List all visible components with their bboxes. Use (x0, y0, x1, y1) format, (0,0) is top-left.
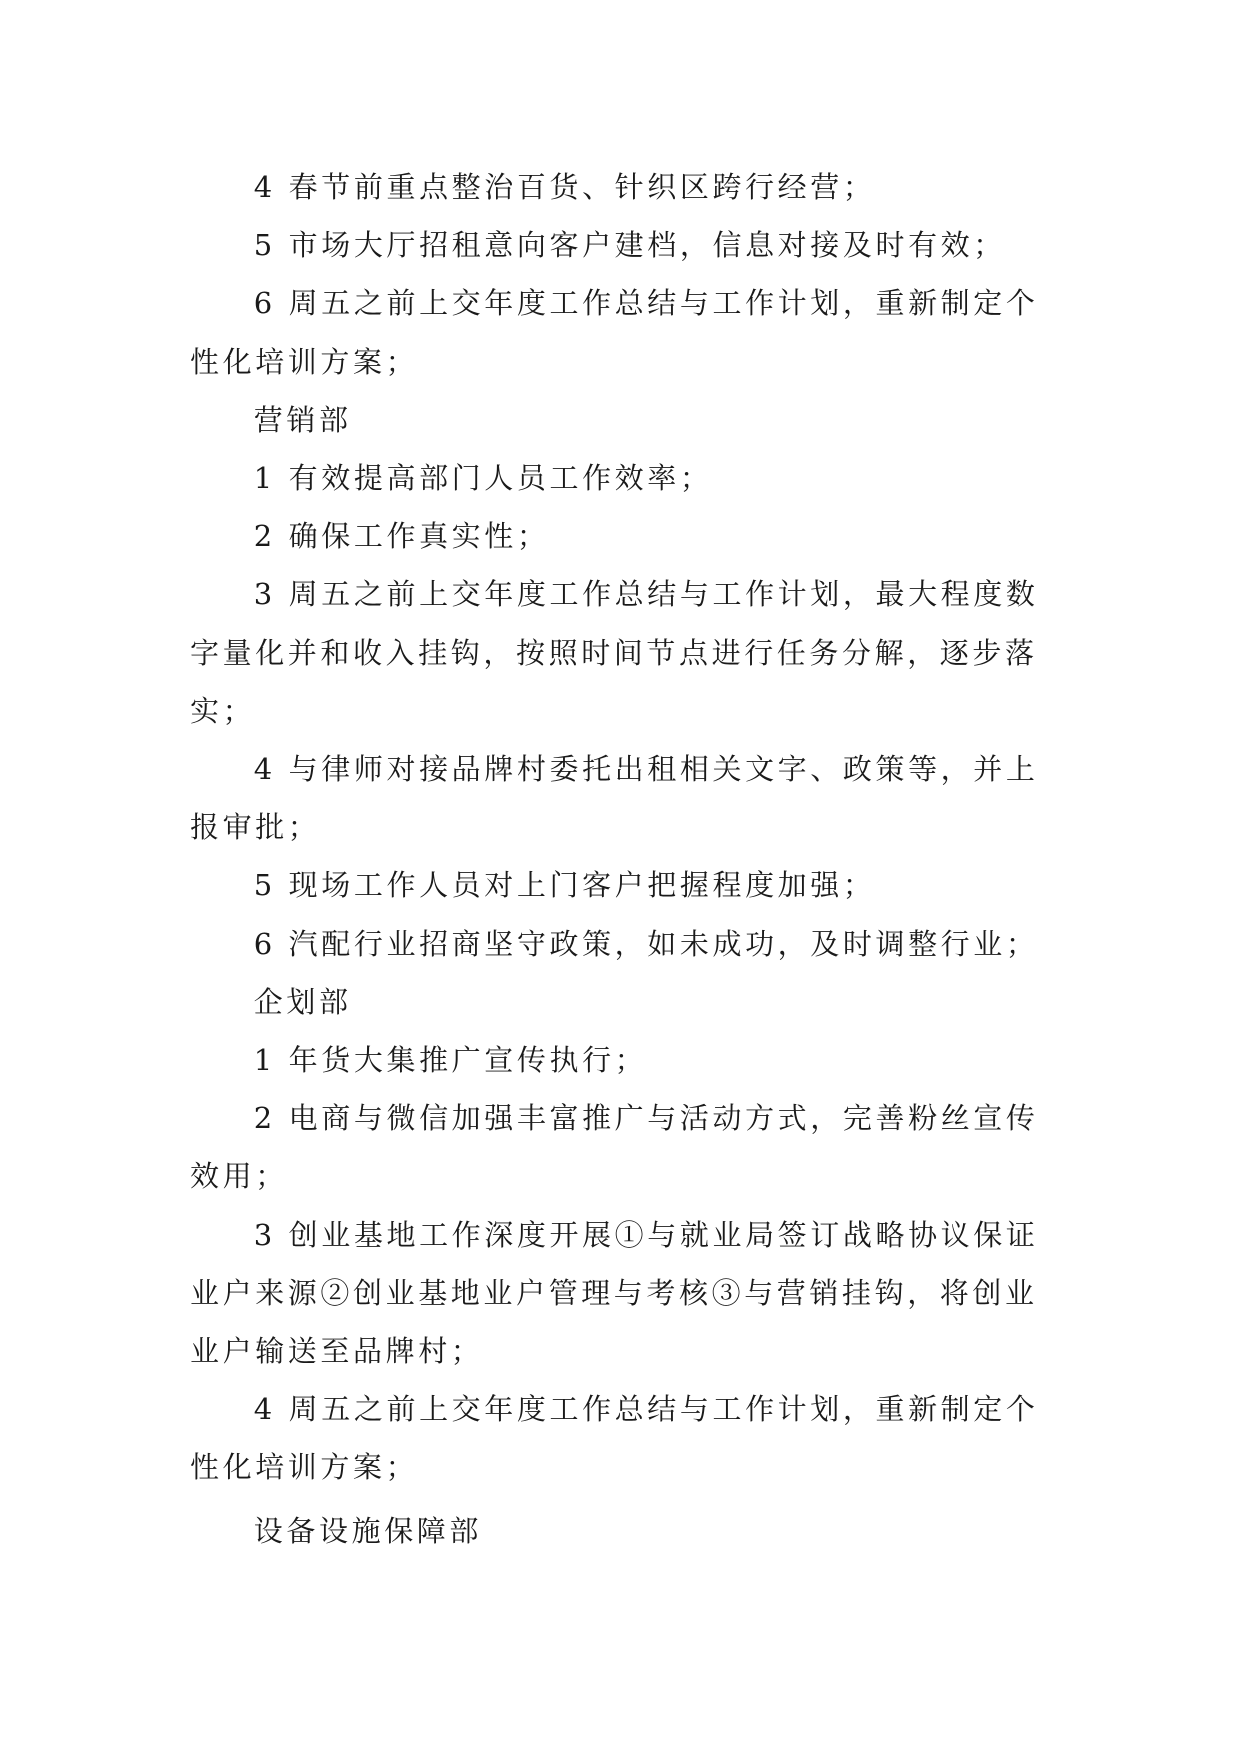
list-item: 5 现场工作人员对上门客户把握程度加强； (253, 868, 876, 903)
list-item: 2 电商与微信加强丰富推广与活动方式，完善粉丝宣传效用； (190, 1101, 1039, 1194)
section-heading-planning: 企划部 (253, 984, 352, 1019)
list-item: 4 春节前重点整治百货、针织区跨行经营； (253, 170, 876, 204)
list-item: 2 确保工作真实性； (253, 519, 550, 554)
list-item: 4 与律师对接品牌村委托出租相关文字、政策等，并上报审批； (190, 752, 1039, 845)
list-item: 5 市场大厅招租意向客户建档，信息对接及时有效； (253, 228, 1006, 263)
list-item: 1 年货大集推广宣传执行； (253, 1043, 648, 1078)
section-heading-marketing: 营销部 (253, 402, 352, 437)
list-item: 4 周五之前上交年度工作总结与工作计划，重新制定个性化培训方案； (190, 1392, 1039, 1485)
list-item: 3 周五之前上交年度工作总结与工作计划，最大程度数字量化并和收入挂钩，按照时间节点进行任务分解，逐步落实； (190, 577, 1039, 728)
list-item: 1 有效提高部门人员工作效率； (253, 461, 713, 496)
document-body (190, 158, 1052, 1560)
list-item: 6 周五之前上交年度工作总结与工作计划，重新制定个性化培训方案； (190, 286, 1039, 379)
list-item: 6 汽配行业招商坚守政策，如未成功，及时调整行业； (253, 926, 1039, 961)
section-heading-facilities: 设备设施保障部 (253, 1513, 482, 1548)
list-item: 3 创业基地工作深度开展①与就业局签订战略协议保证业户来源②创业基地业户管理与考核③与营销挂钩，将创业业户输送至品牌村； (190, 1217, 1039, 1369)
